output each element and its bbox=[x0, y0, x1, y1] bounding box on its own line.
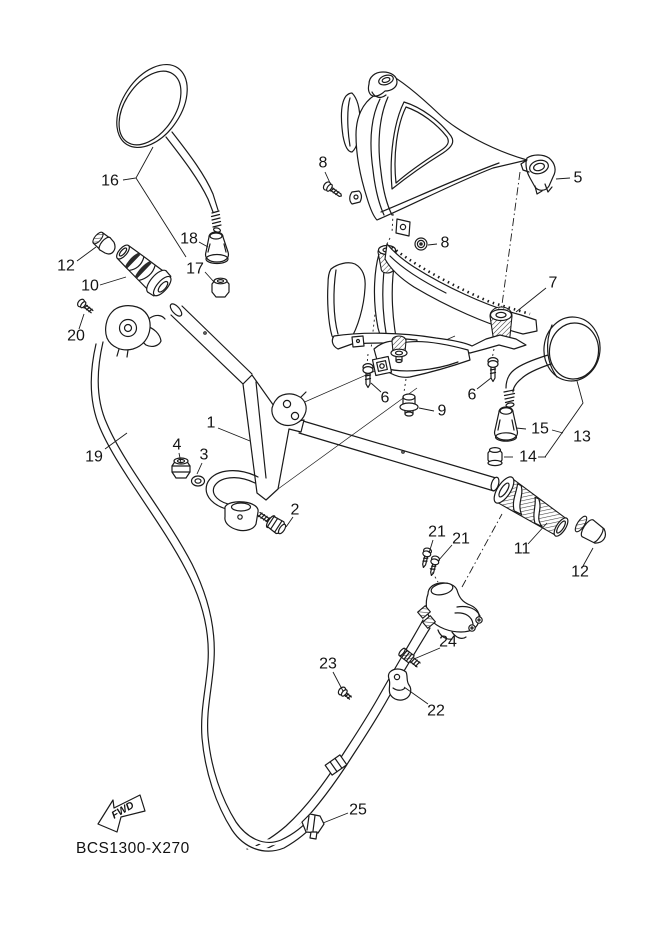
callout-20-22[interactable]: 20 bbox=[67, 327, 85, 345]
cable-bracket-drawing bbox=[388, 669, 410, 700]
callout-24-27[interactable]: 24 bbox=[439, 633, 457, 651]
holder-screw-drawing bbox=[76, 298, 94, 315]
bar-end-left-drawing bbox=[90, 230, 118, 257]
mirror-left-drawing bbox=[102, 52, 221, 233]
callout-21-23[interactable]: 21 bbox=[428, 523, 446, 541]
callout-1-0[interactable]: 1 bbox=[206, 414, 216, 432]
mirror-boot-right-drawing bbox=[495, 407, 518, 441]
washer-drawing bbox=[192, 476, 205, 486]
callout-leader-16 bbox=[136, 178, 186, 257]
callout-leader-5 bbox=[556, 178, 570, 179]
callout-7-7[interactable]: 7 bbox=[548, 274, 558, 292]
callout-leader-8 bbox=[325, 172, 330, 183]
lower-cover-drawing bbox=[328, 244, 537, 377]
callout-leader-8 bbox=[428, 244, 437, 245]
callout-leader-18 bbox=[199, 242, 208, 247]
grip-right-drawing bbox=[490, 474, 573, 542]
diagram-code: BCS1300-X270 bbox=[76, 840, 190, 857]
callout-leader-13 bbox=[545, 381, 583, 457]
callout-8-8[interactable]: 8 bbox=[318, 154, 328, 172]
callout-leader-7 bbox=[516, 288, 546, 312]
callout-12-14[interactable]: 12 bbox=[571, 563, 589, 581]
handlebar-mount-plate bbox=[272, 394, 306, 426]
callout-6-5[interactable]: 6 bbox=[380, 389, 390, 407]
callout-13-15[interactable]: 13 bbox=[573, 428, 591, 446]
callout-4-3[interactable]: 4 bbox=[172, 436, 182, 454]
callout-14-16[interactable]: 14 bbox=[519, 448, 537, 466]
grip-left-drawing bbox=[111, 239, 175, 300]
mirror-nut-left-drawing bbox=[212, 278, 229, 297]
callout-leader-1 bbox=[218, 428, 250, 441]
callout-leader-3 bbox=[197, 463, 202, 474]
callout-17-19[interactable]: 17 bbox=[186, 260, 204, 278]
fwd-label: FWD bbox=[109, 799, 137, 822]
callout-23-26[interactable]: 23 bbox=[319, 655, 337, 673]
callout-15-17[interactable]: 15 bbox=[531, 420, 549, 438]
cover-screw-drawing bbox=[322, 181, 344, 200]
callout-22-25[interactable]: 22 bbox=[427, 702, 445, 720]
callout-19-21[interactable]: 19 bbox=[85, 448, 103, 466]
callout-21-24[interactable]: 21 bbox=[452, 530, 470, 548]
bracket-bolt-drawing bbox=[337, 686, 353, 702]
callout-18-20[interactable]: 18 bbox=[180, 230, 198, 248]
callout-leader-10 bbox=[100, 277, 126, 285]
callout-11-12[interactable]: 11 bbox=[513, 540, 531, 558]
callout-6-6[interactable]: 6 bbox=[467, 386, 477, 404]
callout-leader-2 bbox=[286, 517, 293, 527]
callout-leader-16 bbox=[123, 147, 153, 180]
callout-9-10[interactable]: 9 bbox=[437, 402, 447, 420]
switch-screw-drawing bbox=[428, 555, 441, 576]
lever-holder-drawing bbox=[106, 306, 165, 357]
callout-2-1[interactable]: 2 bbox=[290, 501, 300, 519]
bar-end-right-drawing bbox=[573, 514, 610, 548]
callout-8-9[interactable]: 8 bbox=[440, 234, 450, 252]
upper-cover-drawing bbox=[341, 72, 527, 236]
callout-leader-23 bbox=[333, 672, 343, 691]
callout-leader-25 bbox=[323, 813, 348, 823]
callout-leader-15 bbox=[516, 428, 526, 429]
callout-leader-6 bbox=[371, 383, 381, 392]
callout-leader-15 bbox=[552, 430, 563, 433]
callout-leader-11 bbox=[528, 523, 547, 544]
mirror-nut-right-drawing bbox=[488, 448, 502, 466]
callout-12-13[interactable]: 12 bbox=[57, 257, 75, 275]
clamp-bolt-drawing bbox=[255, 508, 288, 536]
callout-leader-12 bbox=[77, 247, 96, 261]
callout-10-11[interactable]: 10 bbox=[81, 277, 99, 295]
callout-leader-21 bbox=[438, 545, 452, 561]
cover-washer-screw-drawing bbox=[415, 238, 427, 250]
callout-leader-6 bbox=[477, 378, 491, 389]
callout-leader-17 bbox=[205, 272, 214, 282]
callout-3-2[interactable]: 3 bbox=[199, 446, 209, 464]
bracket-screw-right-drawing bbox=[488, 358, 498, 382]
callout-16-18[interactable]: 16 bbox=[101, 172, 119, 190]
callout-leader-9 bbox=[419, 408, 434, 411]
callout-5-4[interactable]: 5 bbox=[573, 169, 583, 187]
flange-bolt-drawing bbox=[400, 394, 418, 416]
fwd-direction-icon bbox=[98, 795, 145, 832]
callout-25-28[interactable]: 25 bbox=[349, 801, 367, 819]
mirror-boot-left-drawing bbox=[206, 232, 229, 264]
upper-holder-bracket-drawing bbox=[521, 155, 555, 194]
handle-clamp-drawing bbox=[206, 471, 258, 531]
